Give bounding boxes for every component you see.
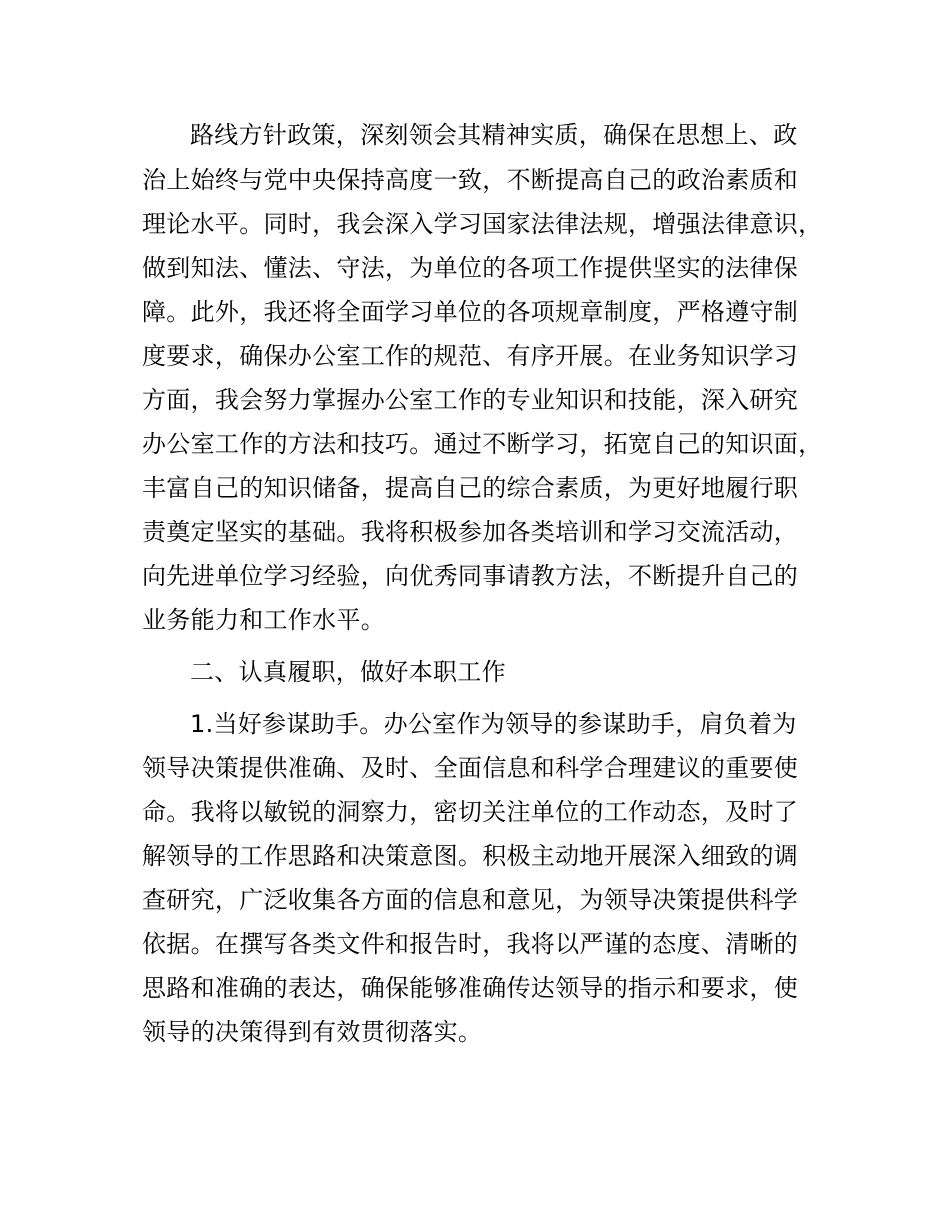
paragraph-line: 理论水平。同时，我会深入学习国家法律法规，增强法律意识，	[142, 210, 823, 238]
paragraph-line: 做到知法、懂法、守法，为单位的各项工作提供坚实的法律保	[142, 254, 799, 282]
paragraph-line: 丰富自己的知识储备，提高自己的综合素质，为更好地履行职	[142, 474, 799, 502]
section-heading: 二、认真履职，做好本职工作	[190, 658, 506, 686]
paragraph-line: 思路和准确的表达，确保能够准确传达领导的指示和要求，使	[142, 974, 799, 1002]
paragraph-line: 查研究，广泛收集各方面的信息和意见，为领导决策提供科学	[142, 886, 799, 914]
paragraph-line: 向先进单位学习经验，向优秀同事请教方法，不断提升自己的	[142, 562, 799, 590]
paragraph-line: 路线方针政策，深刻领会其精神实质，确保在思想上、政	[190, 121, 798, 149]
paragraph-line: 办公室工作的方法和技巧。通过不断学习，拓宽自己的知识面，	[142, 430, 823, 458]
paragraph-line: 命。我将以敏锐的洞察力，密切关注单位的工作动态，及时了	[142, 798, 799, 826]
paragraph-line: 治上始终与党中央保持高度一致，不断提高自己的政治素质和	[142, 166, 799, 194]
paragraph-line: 障。此外，我还将全面学习单位的各项规章制度，严格遵守制	[142, 298, 799, 326]
paragraph-line: 责奠定坚实的基础。我将积极参加各类培训和学习交流活动，	[142, 518, 799, 546]
paragraph-line: 领导的决策得到有效贯彻落实。	[142, 1018, 483, 1046]
paragraph-line: 1.当好参谋助手。办公室作为领导的参谋助手，肩负着为	[190, 710, 797, 738]
paragraph-line: 方面，我会努力掌握办公室工作的专业知识和技能，深入研究	[142, 386, 799, 414]
paragraph-line: 依据。在撰写各类文件和报告时，我将以严谨的态度、清晰的	[142, 930, 799, 958]
paragraph-line: 业务能力和工作水平。	[142, 606, 385, 634]
paragraph-line: 领导决策提供准确、及时、全面信息和科学合理建议的重要使	[142, 754, 799, 782]
paragraph-line: 度要求，确保办公室工作的规范、有序开展。在业务知识学习	[142, 342, 799, 370]
paragraph-line: 解领导的工作思路和决策意图。积极主动地开展深入细致的调	[142, 842, 799, 870]
